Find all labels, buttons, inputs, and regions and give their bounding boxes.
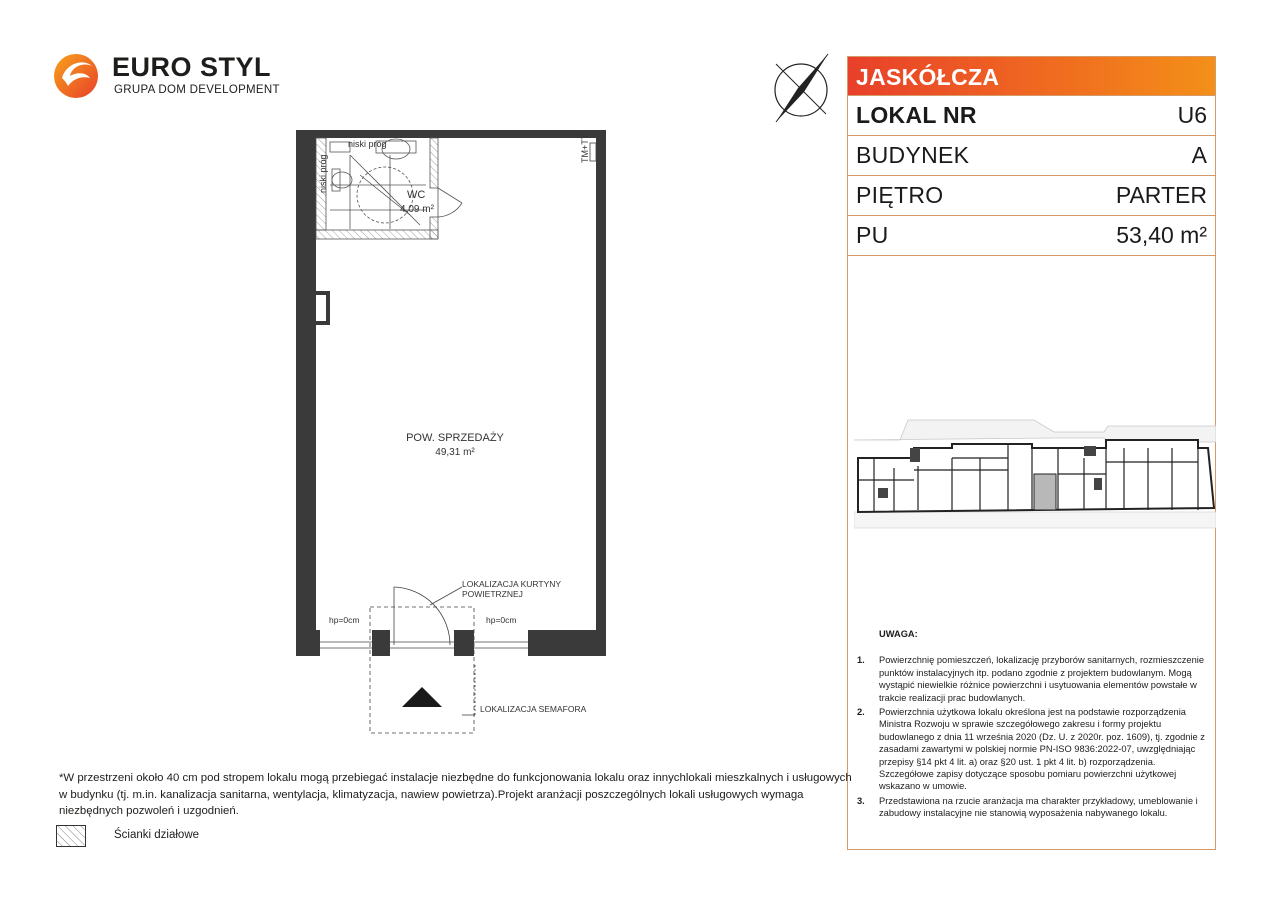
info-value: PARTER xyxy=(1115,182,1207,208)
note-item xyxy=(857,654,1207,704)
label-kurtyna-2: POWIETRZNEJ xyxy=(462,589,523,599)
project-name: JASKÓŁCZA xyxy=(848,57,1215,95)
exterior-walls xyxy=(296,130,606,656)
info-key: PU xyxy=(856,222,889,248)
room-area-sales: 49,31 m² xyxy=(435,447,475,458)
info-value: 53,40 m² xyxy=(1116,222,1207,248)
note-number: 3. xyxy=(857,795,865,806)
note-item xyxy=(857,795,1207,820)
note-text: Przedstawiona na rzucie aranżacja ma charakter przykładowy, umeblowanie i zabudowy instalacyjne nie stanowią wyposażenia nabywanego lokalu. xyxy=(879,795,1198,819)
note-number: 1. xyxy=(857,655,865,666)
legend-label: Ścianki działowe xyxy=(114,829,200,841)
note-text: Powierzchnia użytkowa lokalu określona jest na podstawie rozporządzenia Ministra Rozwoju w sprawie szczegółowego zakresu i formy projektu budowlanego z dnia 11 września 2020 (Dz. U. z 2020r. poz. 1609), tj. zgodnie z zasadami zawartymi w polskiej normie PN-ISO 9836:2022-07, uwzględniając przepisy §14 pkt 4 lit. a) oraz §20 ust. 1 pkt 4 lit. b) rozporządzenia. Szczegółowe zapisy dotyczące sposobu pomiaru powierzchni użytkowej wskazano w umowie. xyxy=(879,707,1205,792)
info-row-pietro xyxy=(848,175,1215,215)
note-text: Powierzchnię pomieszczeń, lokalizację przyborów sanitarnych, rozmieszczenie punktów instalacyjnych itp. podano zgodnie z projektem budowlanym. Mogą wystąpić niewielkie różnice powierzchni i usytuowania elementów powstałe w trakcie realizacji prac budowlanych. xyxy=(879,655,1205,703)
label-niski-prog: niski próg xyxy=(348,139,387,149)
info-key: BUDYNEK xyxy=(856,142,970,168)
hatch-swatch-icon xyxy=(56,825,86,847)
info-row-lokal xyxy=(848,95,1215,135)
brand-logo xyxy=(52,50,292,102)
info-row-budynek xyxy=(848,135,1215,175)
room-area-wc: 4,09 m² xyxy=(400,204,434,215)
panel-divider xyxy=(848,255,1215,256)
entrance-arrow-icon xyxy=(402,687,442,707)
info-value: A xyxy=(1191,142,1207,168)
note-item xyxy=(857,706,1207,793)
label-niski-prog-vertical: niski próg xyxy=(318,154,328,193)
label-hp-right: hp=0cm xyxy=(486,615,517,625)
label-semafor: LOKALIZACJA SEMAFORA xyxy=(480,704,587,714)
label-kurtyna: LOKALIZACJA KURTYNY xyxy=(462,579,562,589)
info-key: PIĘTRO xyxy=(856,182,944,208)
room-name-wc: WC xyxy=(407,189,426,201)
info-key: LOKAL NR xyxy=(856,102,977,128)
notes xyxy=(857,628,1207,822)
building-key-plan xyxy=(854,418,1216,530)
label-tm-tt: TM+TT xyxy=(580,133,590,163)
info-row-pu xyxy=(848,215,1215,255)
brand-name: EURO STYL xyxy=(112,52,272,82)
note-number: 2. xyxy=(857,707,865,718)
logo-mark-icon xyxy=(52,50,106,102)
info-value: U6 xyxy=(1177,102,1207,128)
installation-disclaimer: *W przestrzeni około 40 cm pod stropem lokalu mogą przebiegać instalacje niezbędne do funkcjonowania lokalu oraz innychlokali mieszkalnych i usługowych w budynku (tj. m.in. kanalizacja sanitarna, wentylacja, klimatyzacja, nawiew powietrza).Projekt aranżacji poszczególnych lokali usługowych wymaga niezbędnych pozwoleń i uzgodnień. xyxy=(59,772,852,817)
brand-subtitle: GRUPA DOM DEVELOPMENT xyxy=(114,84,280,96)
notes-title: UWAGA: xyxy=(879,629,918,639)
north-arrow-icon xyxy=(768,52,834,124)
label-hp-left: hp=0cm xyxy=(329,615,360,625)
floor-plan xyxy=(290,125,620,745)
room-name-sales: POW. SPRZEDAŻY xyxy=(406,432,504,444)
